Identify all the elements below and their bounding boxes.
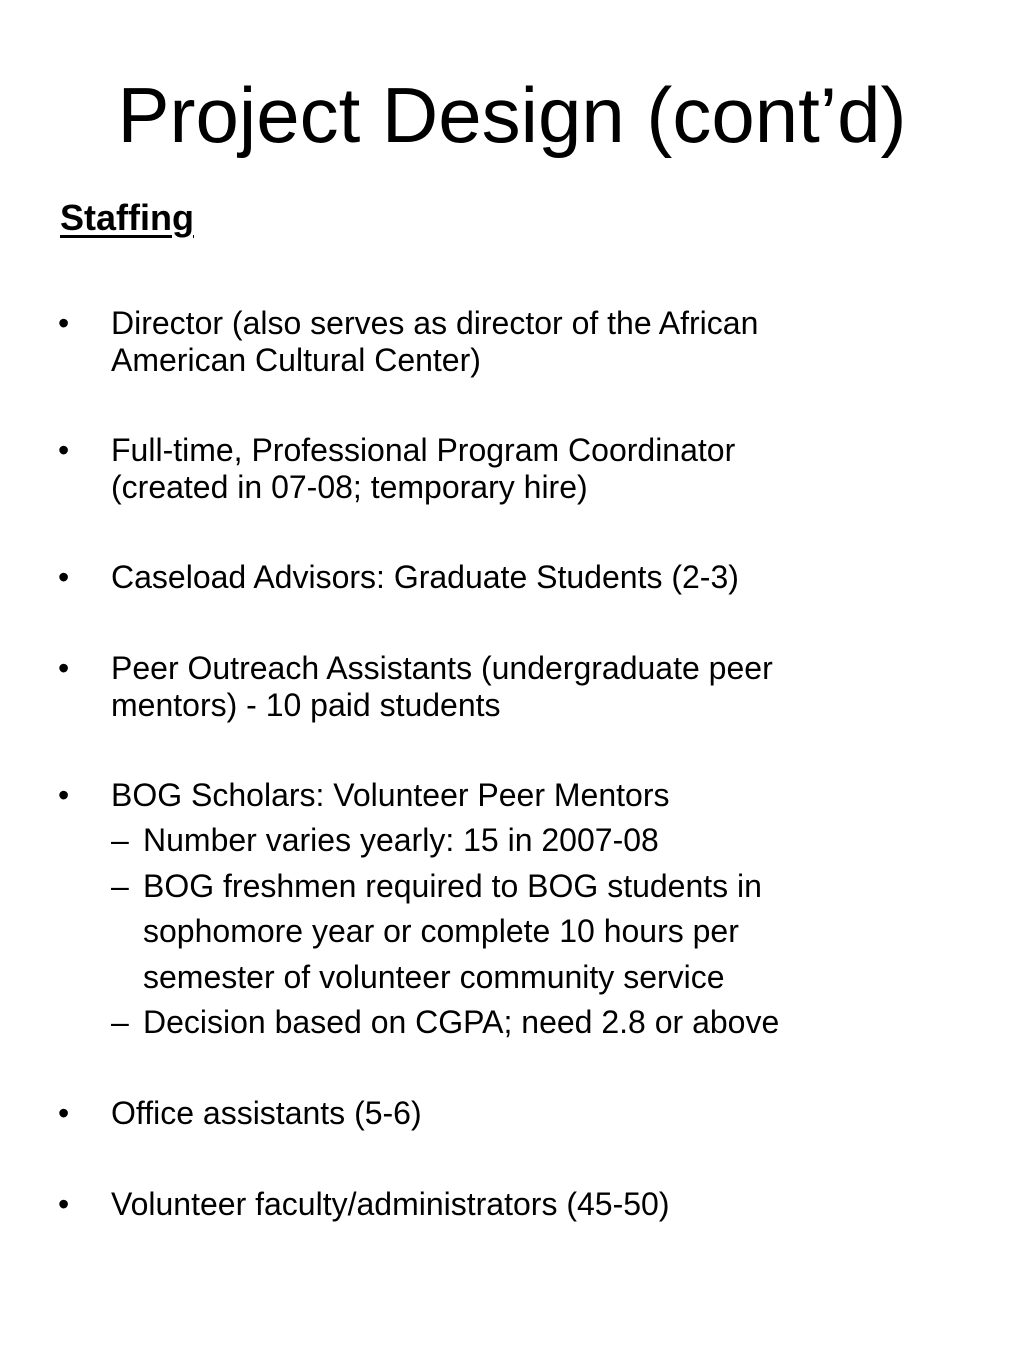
dash-icon: – — [111, 1004, 129, 1040]
slide-title: Project Design (cont’d) — [117, 71, 907, 159]
bullet-icon: • — [58, 1186, 70, 1222]
sub-item-text: Number varies yearly: 15 in 2007-08 — [143, 822, 659, 858]
bullet-icon: • — [58, 432, 70, 468]
bullet-icon: • — [58, 1095, 70, 1131]
dash-icon: – — [111, 867, 129, 904]
bullet-text: Volunteer faculty/administrators (45-50) — [111, 1186, 670, 1222]
sub-item-text: Decision based on CGPA; need 2.8 or above — [143, 1004, 780, 1040]
bullet-text: Office assistants (5-6) — [111, 1095, 422, 1131]
bullet-text: BOG Scholars: Volunteer Peer Mentors — [111, 777, 670, 813]
bullet-icon: • — [58, 650, 70, 686]
sub-item-number-varies — [111, 818, 991, 864]
sub-item-freshmen-requirement — [111, 864, 991, 1001]
section-heading-staffing: Staffing — [60, 197, 194, 238]
bullet-icon: • — [58, 305, 70, 341]
bullet-text: Full-time, Professional Program Coordinator (created in 07-08; temporary hire) — [111, 432, 736, 505]
bullet-text: Director (also serves as director of the African American Cultural Center) — [111, 305, 759, 378]
bullet-text: Peer Outreach Assistants (undergraduate peer mentors) - 10 paid students — [111, 650, 773, 723]
sub-item-text: BOG freshmen required to BOG students in sophomore year or complete 10 hours per semester of volunteer community service — [143, 867, 762, 995]
bog-scholars-sub-list — [111, 818, 991, 1046]
sub-item-cgpa-decision — [111, 1000, 991, 1046]
bullet-icon: • — [58, 777, 70, 813]
bullet-text: Caseload Advisors: Graduate Students (2-3) — [111, 559, 739, 595]
dash-icon: – — [111, 822, 129, 858]
bullet-icon: • — [58, 559, 70, 595]
